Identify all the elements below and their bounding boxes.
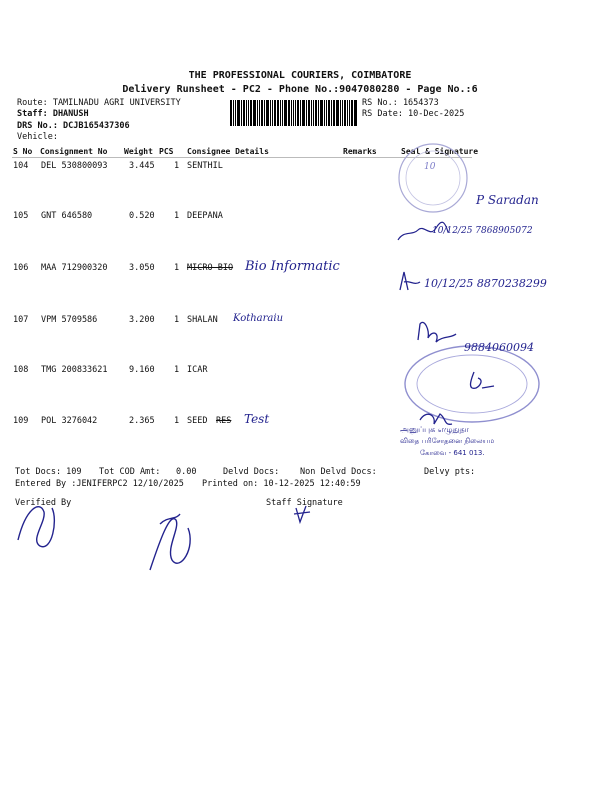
staff-signature-label: Staff Signature <box>266 498 343 508</box>
verified-signature-2 <box>150 514 190 570</box>
runsheet-subtitle: Delivery Runsheet - PC2 - Phone No.:9047080280 - Page No.:6 <box>122 84 478 95</box>
printed-on: Printed on: 10-12-2025 12:40:59 <box>202 479 361 489</box>
row-consignee: SHALAN <box>187 315 218 325</box>
row-weight: 2.365 <box>129 416 155 426</box>
signature-107 <box>418 322 456 342</box>
staff-label: Staff: DHANUSH <box>17 109 89 119</box>
row-weight: 3.200 <box>129 315 155 325</box>
row-consignee: DEEPANA <box>187 211 223 221</box>
non-delivered-docs: Non Delvd Docs: <box>300 467 377 477</box>
col-sno: S No <box>13 147 33 156</box>
row-weight: 3.050 <box>129 263 155 273</box>
col-seal: Seal & Signature <box>401 147 479 156</box>
rs-number: RS No.: 1654373 <box>362 98 439 108</box>
verified-signature <box>18 507 54 547</box>
row-pcs: 1 <box>174 161 180 171</box>
row-consignment: GNT 646580 <box>41 211 93 221</box>
tamil-stamp-line3: கோவை - 641 013. <box>420 449 485 457</box>
handwritten-note: Test <box>244 412 270 426</box>
col-consignee: Consignee Details <box>187 147 269 156</box>
delivery-points: Delvy pts: <box>424 467 476 477</box>
row-pcs: 1 <box>174 211 180 221</box>
col-pcs: PCS <box>159 147 174 156</box>
row-sno: 107 <box>13 315 29 325</box>
row-pcs: 1 <box>174 365 180 375</box>
row-consignment: POL 3276042 <box>41 416 98 426</box>
vehicle-label: Vehicle: <box>17 132 58 142</box>
row-pcs: 1 <box>174 315 180 325</box>
tamil-stamp-line1: அனுப்புக எழுதுதா <box>400 425 469 434</box>
row-consignee-struck: MICRO BIO <box>187 263 234 273</box>
row-consignment: DEL 530800093 <box>41 161 108 171</box>
stamp-inner-circle <box>406 151 460 205</box>
total-cod-label: Tot COD Amt: <box>99 467 161 477</box>
row-weight: 9.160 <box>129 365 155 375</box>
col-consignment: Consignment No <box>40 147 108 156</box>
handwritten-note: Bio Informatic <box>245 259 340 274</box>
tamil-stamp-line2: விதை பரிசோதனை நிலையம <box>400 437 495 445</box>
row-weight: 0.520 <box>129 211 155 221</box>
row-consignee: ICAR <box>187 365 208 375</box>
handwritten-phone-106: 10/12/25 8870238299 <box>424 277 547 290</box>
rs-date: RS Date: 10-Dec-2025 <box>362 109 465 119</box>
col-remarks: Remarks <box>343 147 377 156</box>
entered-by: Entered By :JENIFERPC2 12/10/2025 <box>15 479 184 489</box>
row-sno: 106 <box>13 263 29 273</box>
staff-signature-mark <box>294 506 310 522</box>
col-weight: Weight <box>124 147 153 156</box>
signature-108 <box>471 372 495 388</box>
row-sno: 109 <box>13 416 29 426</box>
row-consignment: MAA 712900320 <box>41 263 108 273</box>
stamp-circle <box>399 144 467 212</box>
stamp-oval-inner <box>417 355 527 413</box>
row-consignee: SENTHIL <box>187 161 223 171</box>
handwritten-name-105: P Saradan <box>476 193 539 207</box>
total-docs: Tot Docs: 109 <box>15 467 82 477</box>
row-consignee-struck: RES <box>216 416 232 426</box>
handwritten-note: Kotharaiu <box>233 313 284 324</box>
drs-number: DRS No.: DCJB165437306 <box>17 121 130 131</box>
handwritten-phone-107: 9884060094 <box>464 341 534 354</box>
row-consignment: VPM 5709586 <box>41 315 98 325</box>
stamp-number: 10 <box>424 162 436 172</box>
row-sno: 104 <box>13 161 29 171</box>
stamp-oval <box>405 346 539 422</box>
delivered-docs: Delvd Docs: <box>223 467 280 477</box>
row-consignee: SEED <box>187 416 208 426</box>
row-pcs: 1 <box>174 416 180 426</box>
handwritten-phone-105: 10/12/25 7868905072 <box>432 226 533 236</box>
row-pcs: 1 <box>174 263 180 273</box>
route-label: Route: TAMILNADU AGRI UNIVERSITY <box>17 98 181 108</box>
total-cod-value: 0.00 <box>176 467 197 477</box>
row-sno: 108 <box>13 365 29 375</box>
verified-by-label: Verified By <box>15 498 72 508</box>
signature-106 <box>400 272 420 290</box>
row-sno: 105 <box>13 211 29 221</box>
row-weight: 3.445 <box>129 161 155 171</box>
row-consignment: TMG 200833621 <box>41 365 108 375</box>
company-title: THE PROFESSIONAL COURIERS, COIMBATORE <box>188 70 412 81</box>
